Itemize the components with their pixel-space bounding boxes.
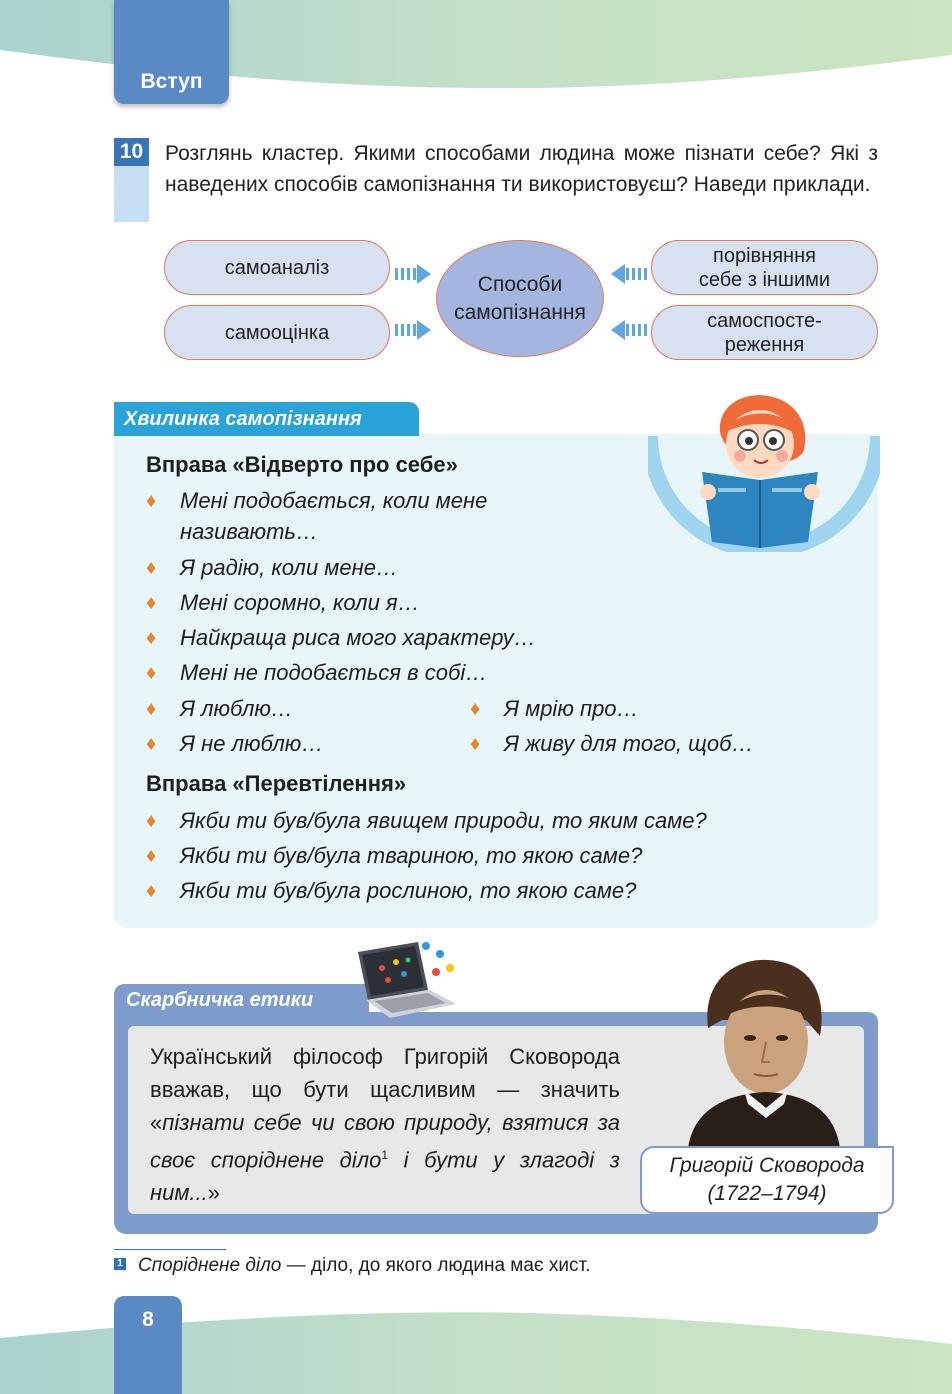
cluster-item-self-observation: [651, 305, 878, 360]
diamond-bullet-icon: ♦: [146, 627, 157, 649]
list-item-text: Мені подобається, коли мене: [180, 488, 488, 513]
diamond-bullet-icon: ♦: [146, 490, 157, 512]
list-item-text: Якби ти був/була твариною, то якою саме?: [180, 843, 643, 868]
list-item: [146, 806, 866, 836]
footnote-divider: [114, 1249, 226, 1250]
exercise-1-title: Вправа «Відверто про себе»: [146, 452, 458, 477]
portrait-icon: [688, 958, 840, 1148]
cluster-item-self-analysis: [164, 240, 390, 295]
footnote-mark: 1: [114, 1258, 126, 1270]
footnote-term: Споріднене діло: [138, 1255, 282, 1276]
diamond-bullet-icon: ♦: [146, 557, 157, 579]
footnote-text: [138, 1255, 590, 1277]
list-item-text: Найкраща риса мого характеру…: [180, 625, 536, 650]
diamond-bullet-icon: ♦: [146, 592, 157, 614]
cluster-label: самооцінка: [224, 321, 330, 344]
list-item-text: називають…: [180, 519, 318, 544]
portrait-caption: [640, 1146, 894, 1214]
list-item: [470, 729, 870, 759]
list-item-text: Мені соромно, коли я…: [180, 590, 420, 615]
diamond-bullet-icon: ♦: [470, 698, 481, 720]
list-item: [146, 729, 456, 759]
diamond-bullet-icon: ♦: [146, 733, 157, 755]
list-item-text: Якби ти був/була явищем природи, то яким саме?: [180, 808, 707, 833]
self-knowledge-tab: Хвилинка самопізнання: [114, 402, 419, 436]
list-item: [146, 553, 746, 583]
footnote-definition: — діло, до якого людина має хист.: [281, 1255, 591, 1276]
list-item: [146, 517, 566, 547]
cluster-label: себе з іншими: [698, 268, 831, 291]
cluster-label: самоспосте-: [707, 309, 822, 332]
diamond-bullet-icon: ♦: [146, 698, 157, 720]
list-item-text: Я радію, коли мене…: [180, 555, 398, 580]
diamond-bullet-icon: ♦: [146, 880, 157, 902]
diamond-bullet-icon: ♦: [146, 845, 157, 867]
list-item: [146, 588, 746, 618]
cluster-item-self-assessment: [164, 305, 390, 360]
page-number: 8: [114, 1296, 182, 1394]
list-item-text: Якби ти був/була рослиною, то якою саме?: [180, 878, 637, 903]
arrow-right-icon: [395, 262, 433, 286]
ethics-quote: і бути у злагоді з ним...: [150, 1147, 620, 1206]
ethics-tab: Скарбничка етики: [114, 984, 369, 1016]
exercise-2-title: Вправа «Перевтілення»: [146, 771, 407, 796]
diamond-bullet-icon: ♦: [470, 733, 481, 755]
ethics-quote: пізнати себе чи свою природу, взятися за своє споріднене діло: [150, 1110, 620, 1173]
cluster-label: реження: [724, 333, 805, 356]
arrow-right-icon: [395, 318, 433, 342]
list-item: [146, 486, 566, 516]
caption-name: Григорій Сковорода: [669, 1154, 865, 1177]
list-item: [146, 841, 866, 871]
arrow-left-icon: [609, 262, 647, 286]
list-item-text: Я мрію про…: [504, 696, 639, 721]
arrow-left-icon: [609, 318, 647, 342]
cluster-center: [436, 240, 604, 357]
girl-reading-book-icon: [648, 392, 880, 552]
list-item-text: Я люблю…: [180, 696, 293, 721]
section-tab: Вступ: [114, 0, 229, 104]
diamond-bullet-icon: ♦: [146, 662, 157, 684]
cluster-center-line: Способи: [477, 272, 563, 296]
diamond-bullet-icon: ♦: [146, 810, 157, 832]
task-number: 10: [114, 138, 149, 166]
ethics-text-plain: Український філософ Григорій Сковорода вважав, що бути щасливим — значить «: [150, 1044, 620, 1135]
list-item-text: Я живу для того, щоб…: [504, 731, 754, 756]
cluster-center-line: самопізнання: [454, 300, 586, 324]
list-item: [146, 694, 456, 724]
list-item: [146, 876, 866, 906]
ethics-text: [150, 1040, 620, 1209]
cluster-item-comparison: [651, 240, 878, 295]
list-item: [146, 623, 746, 653]
caption-years: (1722–1794): [707, 1182, 827, 1205]
cluster-label: самоаналіз: [224, 256, 330, 279]
laptop-icon: [352, 938, 462, 1024]
task-text: Розглянь кластер. Якими способами людина може пізнати себе? Які з наведених способів самопізнання ти використовуєш? Наведи приклади.: [165, 142, 878, 196]
footnote-ref: 1: [381, 1148, 389, 1162]
task-number-badge: [114, 138, 149, 222]
list-item: [470, 694, 870, 724]
ethics-text-end: »: [207, 1180, 221, 1206]
list-item: [146, 658, 746, 688]
list-item-text: Я не люблю…: [180, 731, 324, 756]
cluster-label: порівняння: [713, 244, 816, 267]
list-item-text: Мені не подобається в собі…: [180, 660, 488, 685]
